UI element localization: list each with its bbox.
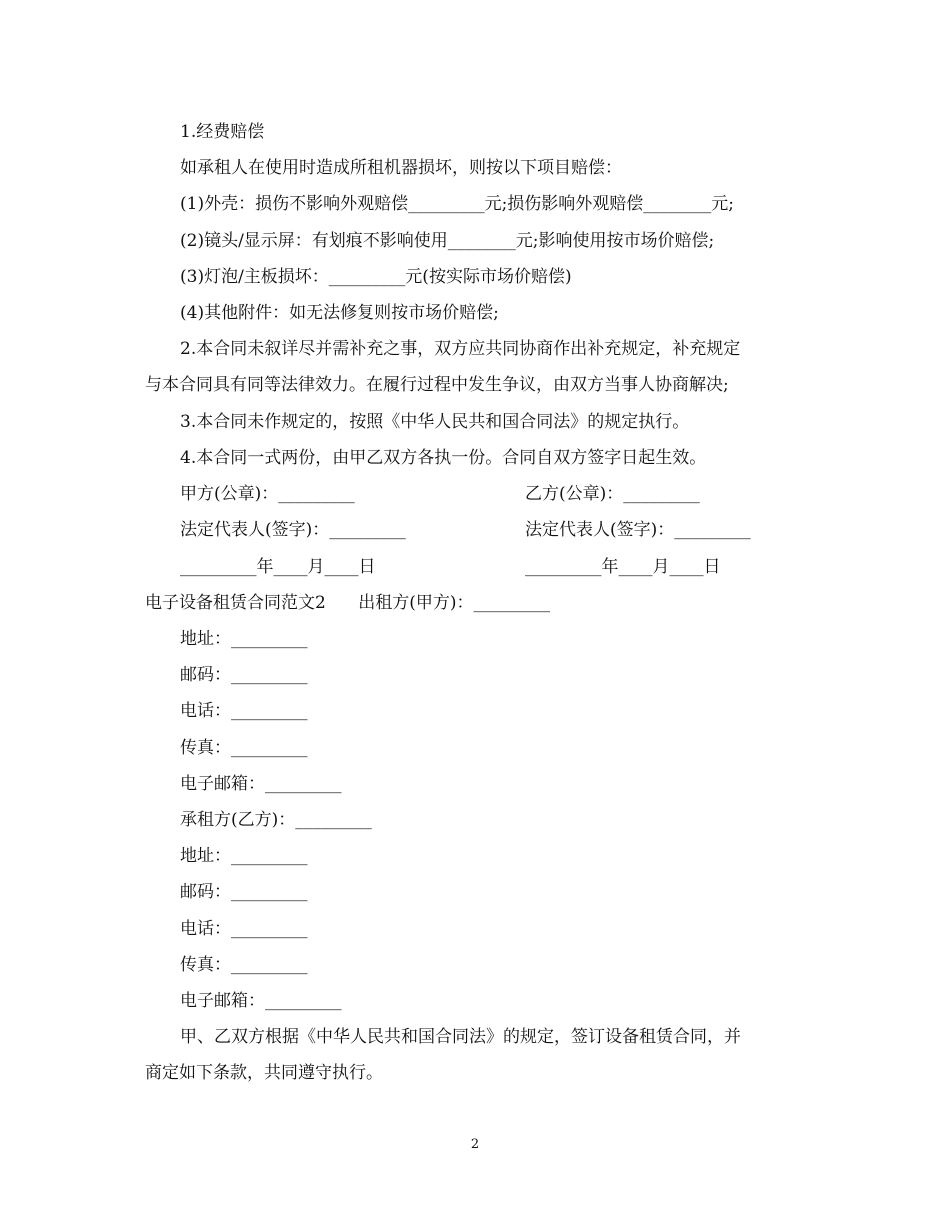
party-b-date: _________年____月____日	[525, 557, 721, 577]
lessee-address: 地址：_________	[180, 846, 308, 866]
item-3: (3)灯泡/主板损坏：_________元(按实际市场价赔偿)	[180, 267, 572, 287]
party-b-representative: 法定代表人(签字)：_________	[525, 520, 751, 540]
closing-line-1: 甲、乙双方根据《中华人民共和国合同法》的规定，签订设备租赁合同，并	[180, 1027, 741, 1047]
item-2: (2)镜头/显示屏：有划痕不影响使用________元;影响使用按市场价赔偿;	[180, 231, 715, 251]
lessee-party: 承租方(乙方)：_________	[180, 810, 372, 830]
section-4: 4.本合同一式两份，由甲乙双方各执一份。合同自双方签字日起生效。	[180, 448, 707, 468]
closing-line-2: 商定如下条款，共同遵守执行。	[145, 1063, 383, 1083]
party-b-seal: 乙方(公章)：_________	[525, 484, 700, 504]
party-a-representative: 法定代表人(签字)：_________	[180, 520, 406, 540]
lessor-email: 电子邮箱：_________	[180, 774, 342, 794]
contract-2-title: 电子设备租赁合同范文2 出租方(甲方)：_________	[145, 593, 551, 613]
item-1: (1)外壳：损伤不影响外观赔偿_________元;损伤影响外观赔偿________元;	[180, 194, 735, 214]
section-1-title: 1.经费赔偿	[180, 122, 265, 142]
item-4: (4)其他附件：如无法修复则按市场价赔偿;	[180, 303, 499, 323]
page-number: 2	[470, 1137, 480, 1152]
lessee-email: 电子邮箱：_________	[180, 991, 342, 1011]
lessee-phone: 电话：_________	[180, 919, 308, 939]
party-a-seal: 甲方(公章)：_________	[180, 484, 355, 504]
party-a-date: _________年____月____日	[180, 557, 376, 577]
section-2-line-1: 2.本合同未叙详尽并需补充之事，双方应共同协商作出补充规定，补充规定	[180, 339, 741, 359]
lessor-fax: 传真：_________	[180, 738, 308, 758]
section-1-intro: 如承租人在使用时造成所租机器损坏，则按以下项目赔偿：	[180, 158, 622, 178]
lessor-zip: 邮码：_________	[180, 665, 308, 685]
section-2-line-2: 与本合同具有同等法律效力。在履行过程中发生争议，由双方当事人协商解决;	[145, 375, 729, 395]
lessor-address: 地址：_________	[180, 629, 308, 649]
section-3: 3.本合同未作规定的，按照《中华人民共和国合同法》的规定执行。	[180, 412, 690, 432]
lessee-fax: 传真：_________	[180, 955, 308, 975]
lessee-zip: 邮码：_________	[180, 882, 308, 902]
lessor-phone: 电话：_________	[180, 701, 308, 721]
